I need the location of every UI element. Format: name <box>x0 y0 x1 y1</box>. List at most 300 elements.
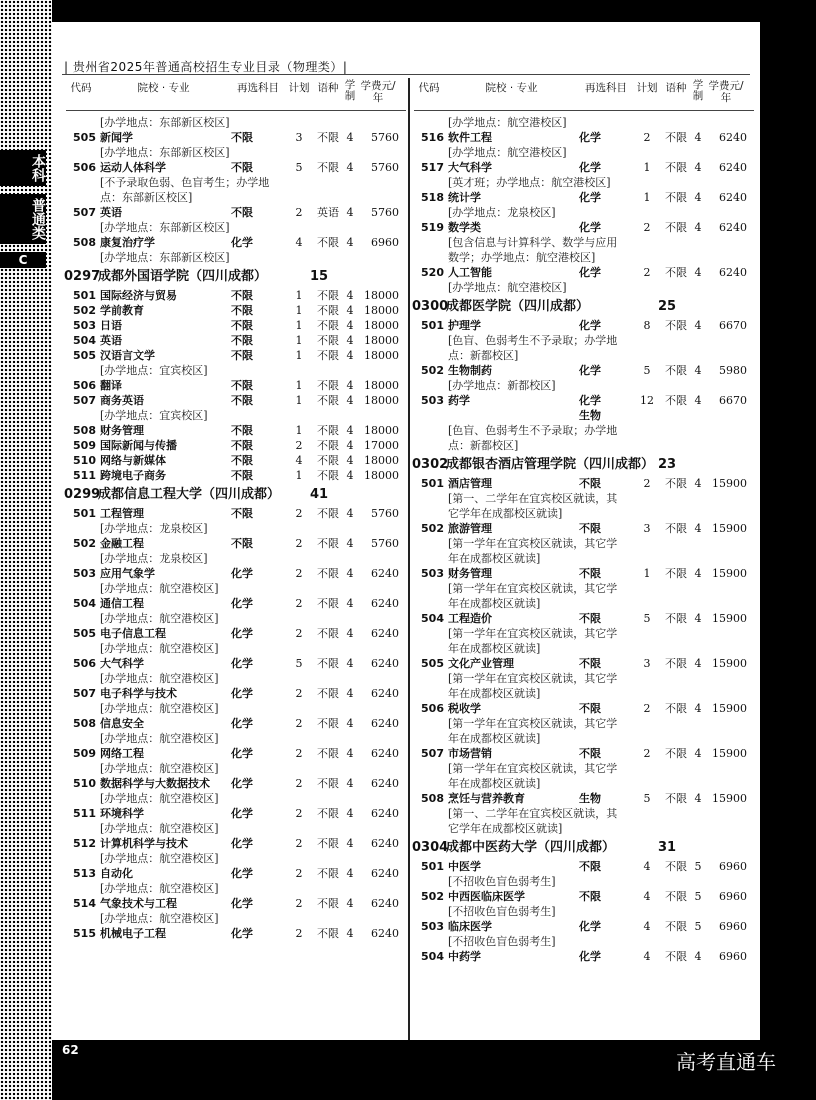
plan-count: 2 <box>643 221 651 234</box>
major-name: 日语 <box>100 319 122 332</box>
study-years: 4 <box>346 439 354 452</box>
study-years: 4 <box>694 702 702 715</box>
major-code: 508 <box>421 792 444 805</box>
major-code: 511 <box>73 469 96 482</box>
language: 不限 <box>317 439 339 452</box>
table-row <box>414 318 754 333</box>
study-years: 4 <box>346 454 354 467</box>
language: 不限 <box>665 657 687 670</box>
major-code: 514 <box>73 897 96 910</box>
plan-count: 4 <box>643 950 651 963</box>
tuition-fee: 15900 <box>712 747 747 760</box>
university-code: 0304 <box>412 840 449 855</box>
language: 不限 <box>317 454 339 467</box>
major-note: [第一、二学年在宜宾校区就读，其 <box>448 492 618 505</box>
required-subject: 不限 <box>231 289 253 302</box>
table-row <box>66 160 406 175</box>
plan-count: 8 <box>643 319 651 332</box>
required-subject: 不限 <box>231 469 253 482</box>
language: 不限 <box>317 469 339 482</box>
major-note: [英才班；办学地点：航空港校区] <box>448 176 611 189</box>
major-note: [包含信息与计算科学、数学与应用 <box>448 236 618 249</box>
required-subject: 不限 <box>579 522 601 535</box>
plan-count: 1 <box>295 379 303 392</box>
study-years: 4 <box>346 567 354 580</box>
major-note: 年在成都校区就读] <box>448 642 541 655</box>
major-code: 504 <box>421 612 444 625</box>
required-subject: 不限 <box>231 379 253 392</box>
tuition-fee: 6240 <box>371 927 399 940</box>
required-subject: 化学 <box>231 597 253 610</box>
major-note: [办学地点：航空港校区] <box>448 281 567 294</box>
tuition-fee: 18000 <box>364 349 399 362</box>
major-note: [第一学年在宜宾校区就读，其它学 <box>448 537 618 550</box>
major-note: [办学地点：航空港校区] <box>100 582 219 595</box>
major-note: [第一学年在宜宾校区就读，其它学 <box>448 627 618 640</box>
language: 不限 <box>665 950 687 963</box>
right-column <box>414 80 754 964</box>
table-row <box>414 859 754 874</box>
table-row <box>414 521 754 536</box>
table-row <box>414 919 754 934</box>
study-years: 4 <box>346 867 354 880</box>
major-code: 504 <box>73 334 96 347</box>
tuition-fee: 6240 <box>719 161 747 174</box>
major-note: [办学地点：航空港校区] <box>448 146 567 159</box>
table-row <box>66 656 406 671</box>
table-row <box>66 716 406 731</box>
tuition-fee: 18000 <box>364 304 399 317</box>
required-subject: 化学 <box>579 161 601 174</box>
tuition-fee: 5760 <box>371 161 399 174</box>
tuition-fee: 6240 <box>371 717 399 730</box>
study-years: 4 <box>346 777 354 790</box>
major-note: [办学地点：东部新区校区] <box>100 146 230 159</box>
major-code: 511 <box>73 807 96 820</box>
tuition-fee: 15900 <box>712 567 747 580</box>
major-note: 年在成都校区就读] <box>448 597 541 610</box>
language: 不限 <box>665 131 687 144</box>
major-name: 通信工程 <box>100 597 144 610</box>
required-subject: 化学 <box>231 927 253 940</box>
table-row <box>414 949 754 964</box>
tuition-fee: 6240 <box>371 567 399 580</box>
table-row <box>66 626 406 641</box>
major-name: 中药学 <box>448 950 481 963</box>
required-subject: 化学 <box>579 266 601 279</box>
major-code: 506 <box>73 379 96 392</box>
language: 不限 <box>665 920 687 933</box>
study-years: 5 <box>694 920 702 933</box>
tuition-fee: 5760 <box>371 131 399 144</box>
table-row <box>66 596 406 611</box>
major-code: 505 <box>73 349 96 362</box>
major-name: 文化产业管理 <box>448 657 514 670</box>
table-row <box>66 866 406 881</box>
watermark: 高考直通车 <box>676 1050 776 1074</box>
major-code: 502 <box>421 522 444 535</box>
language: 不限 <box>317 747 339 760</box>
header-code: 代码 <box>418 82 440 94</box>
major-code: 501 <box>421 319 444 332</box>
plan-count: 4 <box>295 236 303 249</box>
university-heading <box>412 298 754 315</box>
major-code: 503 <box>421 567 444 580</box>
major-name: 大气科学 <box>100 657 144 670</box>
major-code: 507 <box>73 206 96 219</box>
study-years: 4 <box>346 206 354 219</box>
language: 不限 <box>665 522 687 535</box>
major-code: 504 <box>421 950 444 963</box>
tuition-fee: 6960 <box>719 890 747 903</box>
required-subject: 不限 <box>231 131 253 144</box>
table-row <box>66 746 406 761</box>
language: 不限 <box>665 191 687 204</box>
tuition-fee: 18000 <box>364 394 399 407</box>
required-subject: 化学 <box>579 394 601 407</box>
table-row <box>66 536 406 551</box>
study-years: 4 <box>694 747 702 760</box>
table-row <box>66 566 406 581</box>
major-note: [不招收色盲色弱考生] <box>448 935 556 948</box>
required-subject: 化学 <box>231 567 253 580</box>
language: 不限 <box>665 477 687 490</box>
study-years: 4 <box>346 236 354 249</box>
study-years: 4 <box>346 424 354 437</box>
table-row <box>414 611 754 626</box>
major-code: 519 <box>421 221 444 234</box>
study-years: 5 <box>694 890 702 903</box>
major-note: 年在成都校区就读] <box>448 552 541 565</box>
major-note: [办学地点：航空港校区] <box>100 702 219 715</box>
language: 不限 <box>317 161 339 174</box>
major-note: [办学地点：航空港校区] <box>100 852 219 865</box>
study-years: 4 <box>346 319 354 332</box>
major-note: 点：新都校区] <box>448 349 519 362</box>
major-code: 506 <box>73 161 96 174</box>
language: 不限 <box>317 507 339 520</box>
required-subject: 生物 <box>579 792 601 805</box>
major-note: [办学地点：航空港校区] <box>100 822 219 835</box>
right-column-body <box>414 115 754 964</box>
required-subject: 不限 <box>231 507 253 520</box>
university-code: 0297 <box>64 269 101 284</box>
language: 不限 <box>665 747 687 760</box>
plan-count: 2 <box>295 777 303 790</box>
major-note: [办学地点：东部新区校区] <box>100 116 230 129</box>
required-subject: 化学 <box>231 897 253 910</box>
major-name: 自动化 <box>100 867 133 880</box>
table-row <box>414 130 754 145</box>
major-name: 市场营销 <box>448 747 492 760</box>
major-note: [不予录取色弱、色盲考生；办学地 <box>100 176 270 189</box>
language: 不限 <box>665 319 687 332</box>
major-code: 503 <box>73 319 96 332</box>
major-code: 504 <box>73 597 96 610</box>
major-note: 年在成都校区就读] <box>448 732 541 745</box>
major-name: 康复治疗学 <box>100 236 155 249</box>
major-name: 大气科学 <box>448 161 492 174</box>
major-code: 502 <box>73 304 96 317</box>
major-name: 工程造价 <box>448 612 492 625</box>
plan-count: 2 <box>295 597 303 610</box>
major-code: 501 <box>73 289 96 302</box>
language: 不限 <box>665 221 687 234</box>
table-row <box>66 453 406 468</box>
left-column <box>66 80 406 941</box>
major-code: 505 <box>73 131 96 144</box>
major-code: 501 <box>421 860 444 873</box>
tuition-fee: 6240 <box>371 897 399 910</box>
major-code: 502 <box>73 537 96 550</box>
major-name: 财务管理 <box>448 567 492 580</box>
study-years: 4 <box>694 131 702 144</box>
major-code: 507 <box>73 394 96 407</box>
language: 不限 <box>317 927 339 940</box>
language: 不限 <box>317 717 339 730</box>
plan-count: 5 <box>295 161 303 174</box>
major-note: [办学地点：航空港校区] <box>100 642 219 655</box>
tuition-fee: 18000 <box>364 319 399 332</box>
university-total-plan: 25 <box>658 299 677 314</box>
tuition-fee: 18000 <box>364 289 399 302</box>
study-years: 4 <box>346 304 354 317</box>
study-years: 4 <box>346 379 354 392</box>
table-row <box>414 701 754 716</box>
table-row <box>414 190 754 205</box>
plan-count: 2 <box>643 747 651 760</box>
study-years: 4 <box>694 394 702 407</box>
plan-count: 1 <box>295 469 303 482</box>
table-row <box>414 656 754 671</box>
required-subject: 化学 <box>231 777 253 790</box>
major-name: 国际新闻与传播 <box>100 439 177 452</box>
major-name: 药学 <box>448 394 470 407</box>
study-years: 4 <box>694 522 702 535</box>
plan-count: 2 <box>295 206 303 219</box>
tuition-fee: 6960 <box>719 860 747 873</box>
tuition-fee: 6240 <box>371 597 399 610</box>
table-row <box>66 806 406 821</box>
study-years: 4 <box>346 537 354 550</box>
major-name: 电子科学与技术 <box>100 687 177 700</box>
major-code: 509 <box>73 439 96 452</box>
major-note: [办学地点：龙泉校区] <box>100 552 208 565</box>
right-column-header <box>414 80 754 111</box>
major-note: [办学地点：航空港校区] <box>100 912 219 925</box>
major-code: 506 <box>421 702 444 715</box>
major-note: [办学地点：新都校区] <box>448 379 556 392</box>
table-row <box>66 468 406 483</box>
major-note: [办学地点：东部新区校区] <box>100 221 230 234</box>
table-row <box>66 438 406 453</box>
study-years: 4 <box>346 627 354 640</box>
tuition-fee: 18000 <box>364 469 399 482</box>
language: 不限 <box>317 837 339 850</box>
tuition-fee: 6960 <box>371 236 399 249</box>
language: 不限 <box>317 349 339 362</box>
study-years: 4 <box>346 394 354 407</box>
major-note: [色盲、色弱考生不予录取；办学地 <box>448 334 618 347</box>
major-code: 510 <box>73 454 96 467</box>
tuition-fee: 6960 <box>719 920 747 933</box>
required-subject: 化学 <box>231 747 253 760</box>
table-row <box>66 836 406 851</box>
language: 不限 <box>317 777 339 790</box>
plan-count: 3 <box>643 657 651 670</box>
tuition-fee: 6240 <box>371 777 399 790</box>
tuition-fee: 15900 <box>712 702 747 715</box>
required-subject: 化学 <box>579 191 601 204</box>
language: 不限 <box>317 567 339 580</box>
major-name: 财务管理 <box>100 424 144 437</box>
plan-count: 12 <box>640 394 654 407</box>
plan-count: 2 <box>643 702 651 715</box>
study-years: 4 <box>346 349 354 362</box>
language: 不限 <box>665 567 687 580</box>
table-row <box>66 423 406 438</box>
side-tab-c: C <box>0 252 46 268</box>
major-name: 英语 <box>100 206 122 219</box>
major-name: 人工智能 <box>448 266 492 279</box>
university-total-plan: 23 <box>658 457 677 472</box>
header-name: 院校 · 专业 <box>137 82 190 94</box>
language: 不限 <box>317 394 339 407</box>
required-subject: 化学 <box>231 867 253 880</box>
major-code: 502 <box>421 364 444 377</box>
major-name: 新闻学 <box>100 131 133 144</box>
table-row <box>414 889 754 904</box>
plan-count: 2 <box>643 131 651 144</box>
header-subject: 再选科目 <box>585 82 627 94</box>
required-subject: 化学 <box>579 920 601 933</box>
table-row <box>414 220 754 235</box>
header-lang: 语种 <box>317 82 339 94</box>
required-subject: 不限 <box>231 394 253 407</box>
major-name: 学前教育 <box>100 304 144 317</box>
major-note: 点：新都校区] <box>448 439 519 452</box>
table-row <box>66 318 406 333</box>
university-heading <box>412 456 754 473</box>
study-years: 4 <box>346 469 354 482</box>
tuition-fee: 6240 <box>719 266 747 279</box>
major-code: 508 <box>73 717 96 730</box>
major-note: 它学年在成都校区就读] <box>448 822 563 835</box>
major-name: 中西医临床医学 <box>448 890 525 903</box>
major-code: 501 <box>73 507 96 520</box>
major-name: 烹饪与营养教育 <box>448 792 525 805</box>
plan-count: 2 <box>295 717 303 730</box>
plan-count: 5 <box>295 657 303 670</box>
language: 不限 <box>665 612 687 625</box>
right-margin <box>758 0 816 1100</box>
major-name: 信息安全 <box>100 717 144 730</box>
required-subject: 化学 <box>579 131 601 144</box>
study-years: 4 <box>346 657 354 670</box>
major-code: 502 <box>421 890 444 903</box>
required-subject: 不限 <box>579 860 601 873</box>
plan-count: 2 <box>295 687 303 700</box>
major-code: 510 <box>73 777 96 790</box>
study-years: 4 <box>694 266 702 279</box>
required-subject: 不限 <box>579 702 601 715</box>
major-note: [办学地点：航空港校区] <box>100 882 219 895</box>
required-subject: 不限 <box>579 747 601 760</box>
major-code: 508 <box>73 424 96 437</box>
language: 不限 <box>317 597 339 610</box>
tuition-fee: 15900 <box>712 792 747 805</box>
plan-count: 1 <box>295 289 303 302</box>
major-note: [不招收色盲色弱考生] <box>448 905 556 918</box>
table-row <box>66 205 406 220</box>
university-total-plan: 15 <box>310 269 329 284</box>
major-name: 统计学 <box>448 191 481 204</box>
university-heading <box>412 839 754 856</box>
table-row <box>414 393 754 408</box>
university-code: 0300 <box>412 299 449 314</box>
study-years: 4 <box>346 507 354 520</box>
major-name: 商务英语 <box>100 394 144 407</box>
major-name: 旅游管理 <box>448 522 492 535</box>
major-code: 501 <box>421 477 444 490</box>
major-code: 516 <box>421 131 444 144</box>
major-code: 507 <box>73 687 96 700</box>
plan-count: 1 <box>295 349 303 362</box>
header-fee: 学费元/年 <box>360 80 396 104</box>
language: 不限 <box>317 424 339 437</box>
required-subject: 化学 <box>579 221 601 234</box>
plan-count: 2 <box>643 477 651 490</box>
side-tab-general: 普通类 <box>0 194 46 244</box>
header-fee: 学费元/年 <box>708 80 744 104</box>
required-subject: 化学 <box>231 687 253 700</box>
plan-count: 5 <box>643 364 651 377</box>
study-years: 5 <box>694 860 702 873</box>
required-subject: 不限 <box>579 567 601 580</box>
major-note: 年在成都校区就读] <box>448 687 541 700</box>
study-years: 4 <box>694 221 702 234</box>
university-total-plan: 41 <box>310 487 329 502</box>
major-note: [办学地点：龙泉校区] <box>448 206 556 219</box>
table-row <box>66 378 406 393</box>
major-name: 应用气象学 <box>100 567 155 580</box>
page-header: | 贵州省2025年普通高校招生专业目录（物理类）| <box>64 60 348 74</box>
required-subject: 不限 <box>231 537 253 550</box>
tuition-fee: 6240 <box>371 747 399 760</box>
language: 不限 <box>317 289 339 302</box>
left-column-body <box>66 115 406 941</box>
major-note: 点：东部新区校区] <box>100 191 193 204</box>
major-name: 工程管理 <box>100 507 144 520</box>
language: 不限 <box>317 379 339 392</box>
major-name: 计算机科学与技术 <box>100 837 188 850</box>
major-code: 517 <box>421 161 444 174</box>
university-total-plan: 31 <box>658 840 677 855</box>
major-note: [办学地点：航空港校区] <box>100 672 219 685</box>
header-plan: 计划 <box>288 82 310 94</box>
study-years: 4 <box>694 319 702 332</box>
plan-count: 4 <box>643 920 651 933</box>
tuition-fee: 6960 <box>719 950 747 963</box>
major-name: 翻译 <box>100 379 122 392</box>
major-note: [办学地点：航空港校区] <box>100 612 219 625</box>
language: 不限 <box>665 364 687 377</box>
header-subject: 再选科目 <box>237 82 279 94</box>
university-name: 成都外国语学院（四川成都） <box>98 269 268 284</box>
major-name: 酒店管理 <box>448 477 492 490</box>
language: 不限 <box>317 867 339 880</box>
required-subject: 不限 <box>579 612 601 625</box>
